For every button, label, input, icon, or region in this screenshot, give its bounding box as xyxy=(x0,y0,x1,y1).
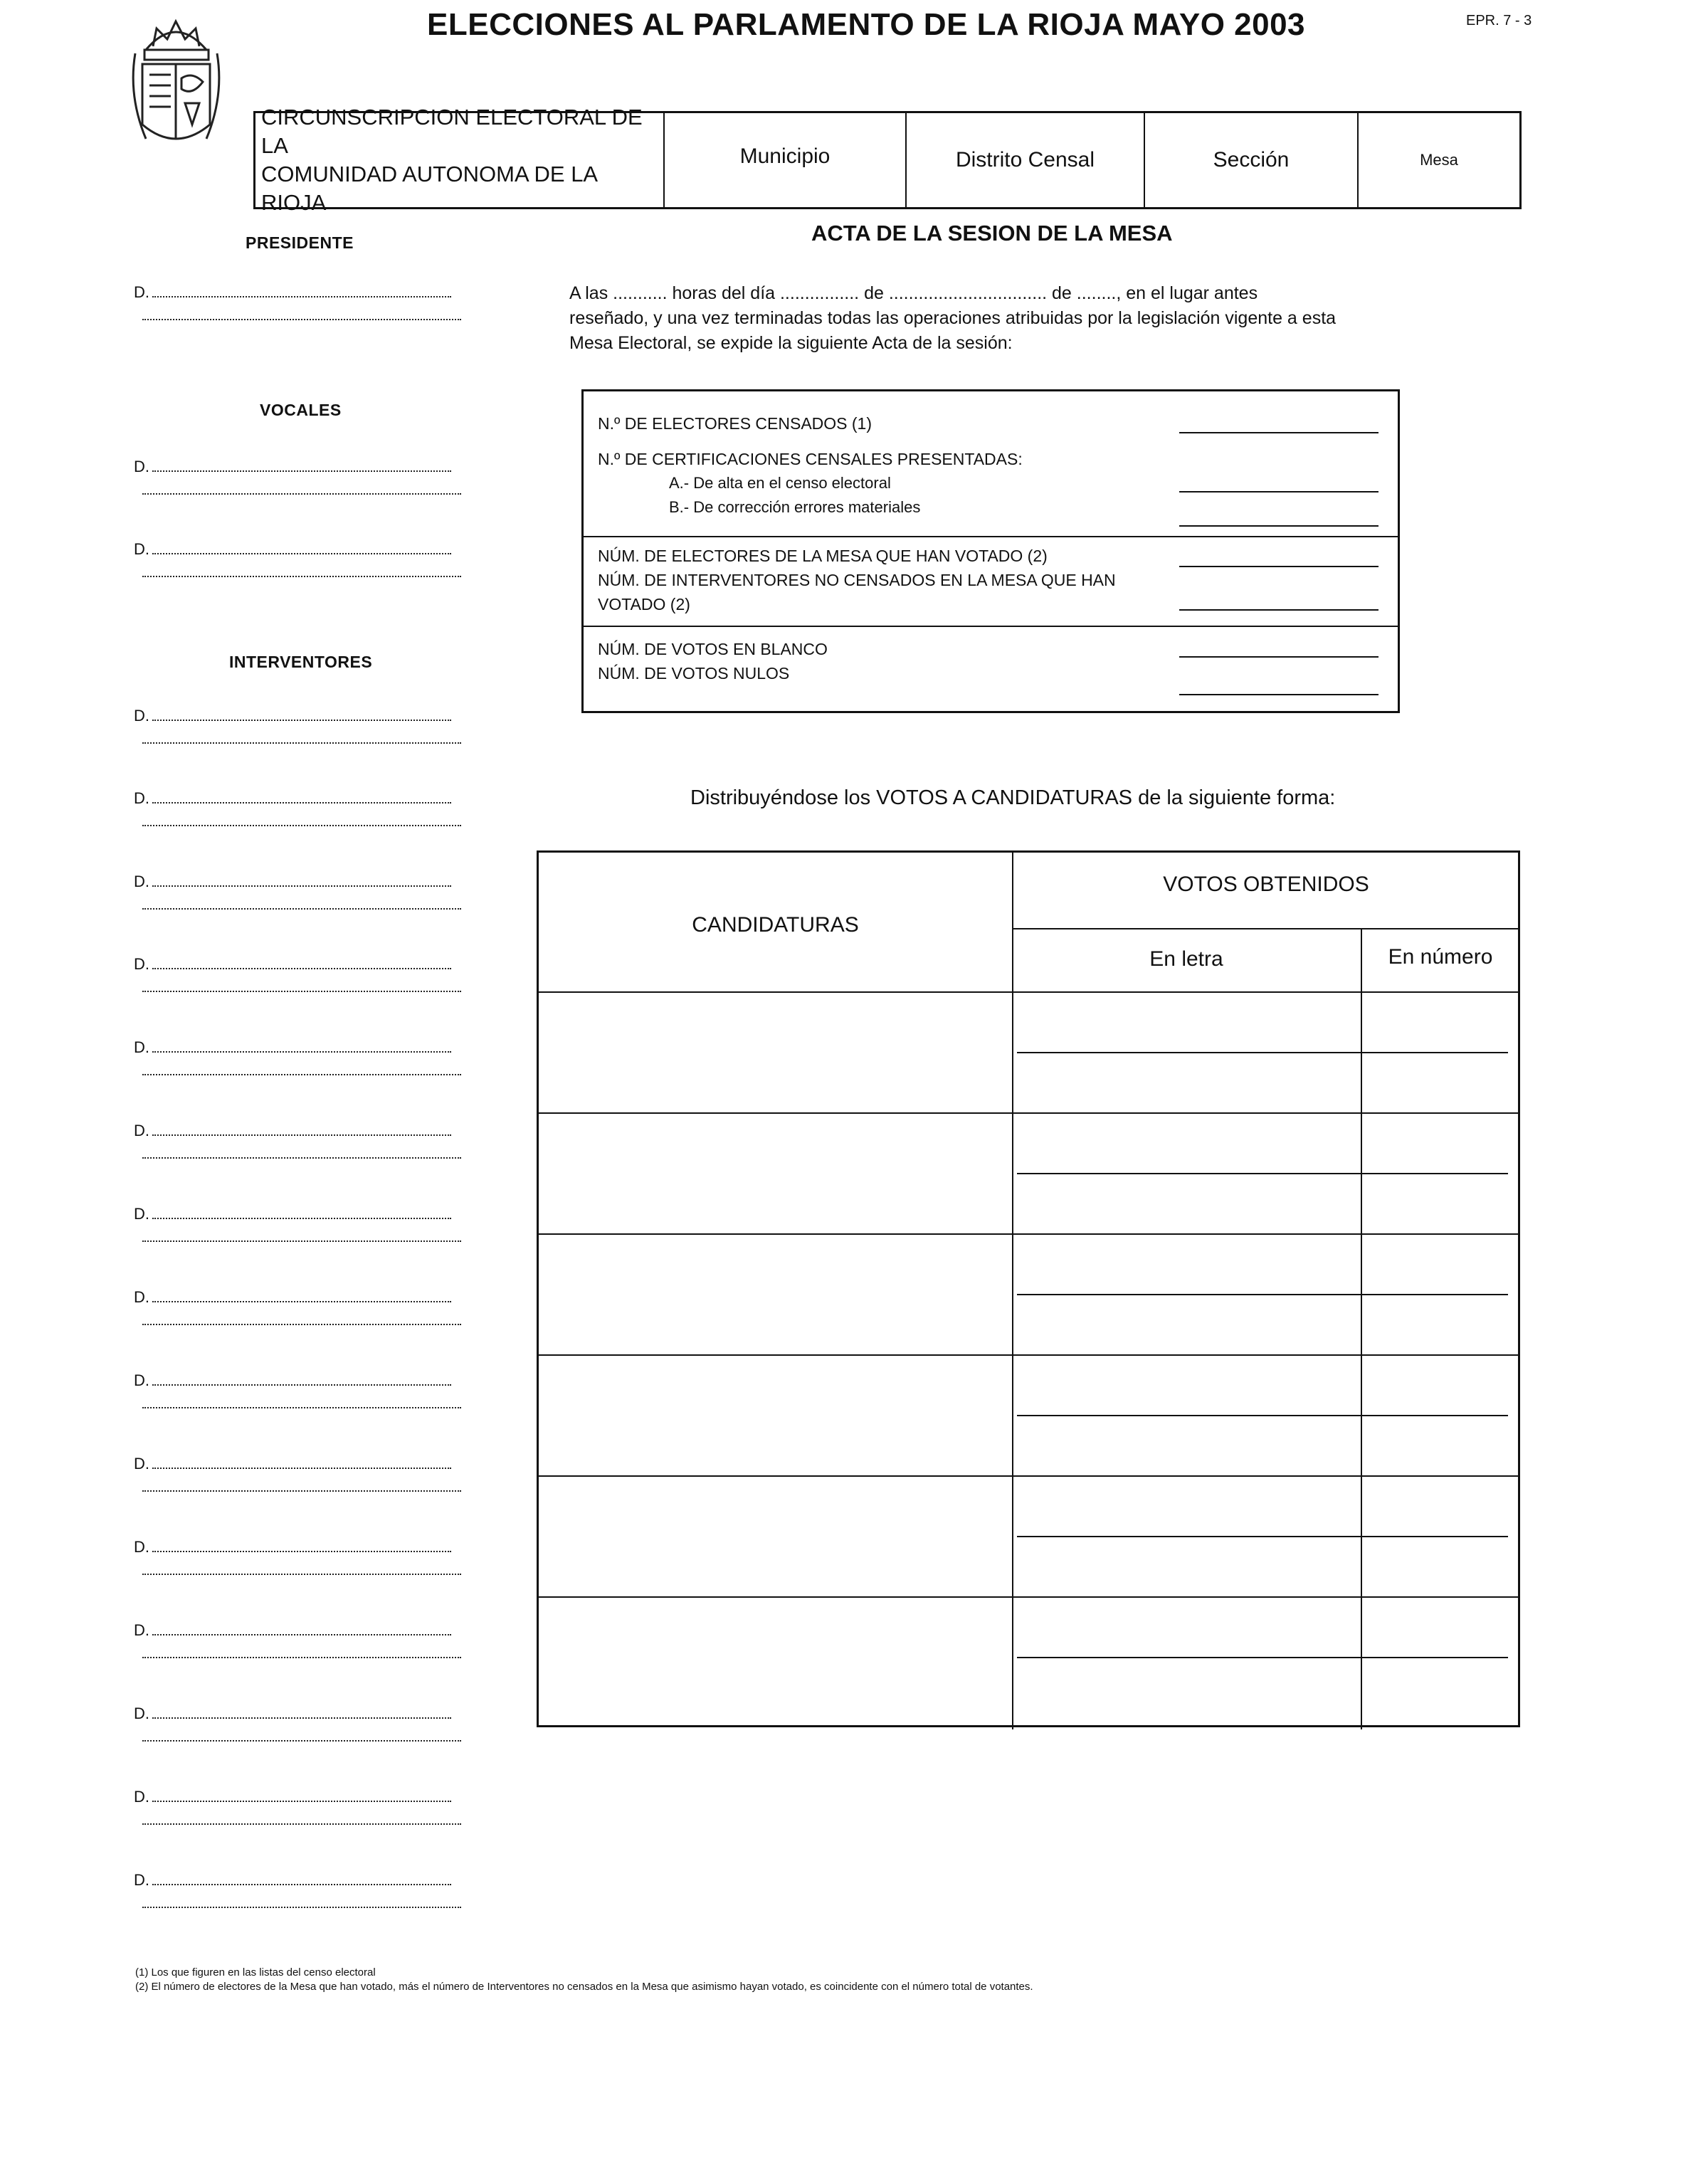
d-prefix: D. xyxy=(134,1038,149,1056)
censados-label: N.º DE ELECTORES CENSADOS (1) xyxy=(598,414,873,433)
signature-line-18[interactable] xyxy=(134,1871,461,1890)
d-prefix: D. xyxy=(134,1205,149,1223)
name-dotted-line[interactable] xyxy=(152,1801,451,1802)
name-dotted-line[interactable] xyxy=(152,720,451,721)
d-prefix: D. xyxy=(134,707,149,725)
name-dotted-line[interactable] xyxy=(152,968,451,969)
name-dotted-line-2[interactable] xyxy=(142,1240,461,1242)
name-dotted-line-2[interactable] xyxy=(142,1907,461,1908)
signature-line-7[interactable] xyxy=(134,955,461,974)
name-dotted-line[interactable] xyxy=(152,1717,451,1719)
signature-line-3[interactable] xyxy=(134,540,461,559)
name-dotted-line-2[interactable] xyxy=(142,991,461,992)
signature-line-5[interactable] xyxy=(134,789,461,808)
name-dotted-line[interactable] xyxy=(152,1634,451,1635)
interventores-votado-label-1: NÚM. DE INTERVENTORES NO CENSADOS EN LA MESA QUE HAN xyxy=(598,571,1116,589)
d-prefix: D. xyxy=(134,789,149,807)
certificaciones-label: N.º DE CERTIFICACIONES CENSALES PRESENTADAS: xyxy=(598,450,1023,468)
divider-vertical-main xyxy=(1012,853,1013,1729)
circunscripcion-line-2: COMUNIDAD AUTONOMA DE LA RIOJA xyxy=(261,162,597,215)
divider-vertical-numero xyxy=(1361,928,1362,1729)
d-prefix: D. xyxy=(134,1288,149,1306)
name-dotted-line-2[interactable] xyxy=(142,576,461,577)
row-divider-2 xyxy=(539,1233,1520,1235)
mesa-cell[interactable]: Mesa xyxy=(1420,151,1458,169)
d-prefix: D. xyxy=(134,540,149,558)
d-prefix: D. xyxy=(134,955,149,973)
form-code: EPR. 7 - 3 xyxy=(1466,13,1532,28)
coat-of-arms-icon xyxy=(132,11,221,157)
municipio-cell[interactable]: Municipio xyxy=(665,113,907,207)
votes-table xyxy=(537,850,1520,1727)
nulos-field[interactable] xyxy=(1179,694,1378,695)
name-dotted-line-2[interactable] xyxy=(142,319,461,320)
divider-header-split xyxy=(1012,928,1520,929)
name-dotted-line-2[interactable] xyxy=(142,1740,461,1742)
name-dotted-line[interactable] xyxy=(152,296,451,297)
signature-line-15[interactable] xyxy=(134,1621,461,1640)
row-midline-2 xyxy=(1017,1173,1508,1174)
circunscripcion-line-1: CIRCUNSCRIPCION ELECTORAL DE LA xyxy=(261,105,643,158)
distrito-cell[interactable]: Distrito Censal xyxy=(907,113,1145,207)
name-dotted-line[interactable] xyxy=(152,470,451,472)
row-midline-6 xyxy=(1017,1657,1508,1658)
interventores-votado-field[interactable] xyxy=(1179,609,1378,611)
stats-group-census xyxy=(584,391,1398,537)
signature-line-13[interactable] xyxy=(134,1455,461,1473)
signature-line-2[interactable] xyxy=(134,458,461,476)
d-prefix: D. xyxy=(134,1538,149,1556)
nulos-label: NÚM. DE VOTOS NULOS xyxy=(598,664,790,683)
seccion-cell[interactable]: Sección xyxy=(1145,113,1359,207)
name-dotted-line[interactable] xyxy=(152,885,451,887)
acta-title: ACTA DE LA SESION DE LA MESA xyxy=(811,221,1173,246)
name-dotted-line-2[interactable] xyxy=(142,1490,461,1492)
censados-field[interactable] xyxy=(1179,432,1378,433)
blanco-field[interactable] xyxy=(1179,656,1378,658)
row-midline-5 xyxy=(1017,1536,1508,1537)
distribution-text: Distribuyéndose los VOTOS A CANDIDATURAS de la siguiente forma: xyxy=(690,786,1336,809)
candidaturas-header: CANDIDATURAS xyxy=(692,913,859,937)
signature-line-4[interactable] xyxy=(134,707,461,725)
d-prefix: D. xyxy=(134,1621,149,1639)
signature-line-6[interactable] xyxy=(134,873,461,891)
name-dotted-line[interactable] xyxy=(152,1301,451,1302)
page-title: ELECCIONES AL PARLAMENTO DE LA RIOJA MAYO 2003 xyxy=(427,7,1306,42)
d-prefix: D. xyxy=(134,873,149,890)
acta-line-1: A las ........... horas del día ................ de ................................ de ........, en el lugar antes xyxy=(569,283,1258,303)
row-divider-1 xyxy=(539,1112,1520,1114)
stats-group-blank xyxy=(584,626,1398,713)
divider-header-bottom xyxy=(539,991,1520,993)
name-dotted-line-2[interactable] xyxy=(142,1574,461,1575)
name-dotted-line[interactable] xyxy=(152,802,451,804)
signature-line-11[interactable] xyxy=(134,1288,461,1307)
correccion-label: B.- De corrección errores materiales xyxy=(669,498,921,516)
signature-line-16[interactable] xyxy=(134,1705,461,1723)
d-prefix: D. xyxy=(134,1455,149,1473)
votado-label: NÚM. DE ELECTORES DE LA MESA QUE HAN VOTADO (2) xyxy=(598,547,1048,565)
name-dotted-line[interactable] xyxy=(152,1134,451,1136)
name-dotted-line[interactable] xyxy=(152,1218,451,1219)
d-prefix: D. xyxy=(134,1871,149,1889)
name-dotted-line-2[interactable] xyxy=(142,1324,461,1325)
en-numero-header: En número xyxy=(1388,945,1493,969)
vocales-label: VOCALES xyxy=(260,401,342,419)
acta-paragraph xyxy=(569,281,1395,356)
signature-line-1[interactable] xyxy=(134,283,461,302)
row-midline-3 xyxy=(1017,1294,1508,1295)
interventores-label: INTERVENTORES xyxy=(229,653,373,671)
stats-group-voted xyxy=(584,536,1398,627)
name-dotted-line-2[interactable] xyxy=(142,1657,461,1658)
name-dotted-line[interactable] xyxy=(152,1884,451,1885)
row-divider-5 xyxy=(539,1596,1520,1598)
stats-box xyxy=(581,389,1400,713)
name-dotted-line[interactable] xyxy=(152,553,451,554)
row-divider-3 xyxy=(539,1354,1520,1356)
name-dotted-line-2[interactable] xyxy=(142,908,461,910)
name-dotted-line-2[interactable] xyxy=(142,1157,461,1159)
d-prefix: D. xyxy=(134,1122,149,1139)
signature-line-9[interactable] xyxy=(134,1122,461,1140)
en-letra-header: En letra xyxy=(1149,947,1223,971)
row-midline-1 xyxy=(1017,1052,1508,1053)
votos-obtenidos-header: VOTOS OBTENIDOS xyxy=(1163,873,1369,896)
signature-line-17[interactable] xyxy=(134,1788,461,1806)
footnote-2: (2) El número de electores de la Mesa que han votado, más el número de Interventores no censados en la Mesa que asimismo hayan votado, es coincidente con el número total de votantes. xyxy=(135,1981,1033,1993)
alta-field[interactable] xyxy=(1179,491,1378,492)
d-prefix: D. xyxy=(134,458,149,475)
d-prefix: D. xyxy=(134,283,149,301)
name-dotted-line[interactable] xyxy=(152,1551,451,1552)
correccion-field[interactable] xyxy=(1179,525,1378,527)
name-dotted-line[interactable] xyxy=(152,1051,451,1053)
signature-line-14[interactable] xyxy=(134,1538,461,1556)
name-dotted-line-2[interactable] xyxy=(142,1407,461,1408)
presidente-label: PRESIDENTE xyxy=(246,233,354,252)
footnote-1: (1) Los que figuren en las listas del censo electoral xyxy=(135,1966,376,1979)
d-prefix: D. xyxy=(134,1371,149,1389)
signature-line-10[interactable] xyxy=(134,1205,461,1223)
row-divider-4 xyxy=(539,1475,1520,1477)
d-prefix: D. xyxy=(134,1788,149,1806)
name-dotted-line-2[interactable] xyxy=(142,1823,461,1825)
name-dotted-line-2[interactable] xyxy=(142,825,461,826)
signature-line-8[interactable] xyxy=(134,1038,461,1057)
votado-field[interactable] xyxy=(1179,566,1378,567)
name-dotted-line[interactable] xyxy=(152,1468,451,1469)
location-table xyxy=(253,105,1522,215)
name-dotted-line-2[interactable] xyxy=(142,493,461,495)
row-midline-4 xyxy=(1017,1415,1508,1416)
interventores-votado-label-2: VOTADO (2) xyxy=(598,595,690,613)
name-dotted-line[interactable] xyxy=(152,1384,451,1386)
alta-label: A.- De alta en el censo electoral xyxy=(669,474,891,492)
name-dotted-line-2[interactable] xyxy=(142,742,461,744)
blanco-label: NÚM. DE VOTOS EN BLANCO xyxy=(598,640,828,658)
acta-line-2: reseñado, y una vez terminadas todas las operaciones atribuidas por la legislación vigente a esta xyxy=(569,308,1337,328)
signature-line-12[interactable] xyxy=(134,1371,461,1390)
acta-line-3: Mesa Electoral, se expide la siguiente Acta de la sesión: xyxy=(569,333,1013,353)
circunscripcion-cell[interactable] xyxy=(255,105,665,215)
name-dotted-line-2[interactable] xyxy=(142,1074,461,1075)
d-prefix: D. xyxy=(134,1705,149,1722)
